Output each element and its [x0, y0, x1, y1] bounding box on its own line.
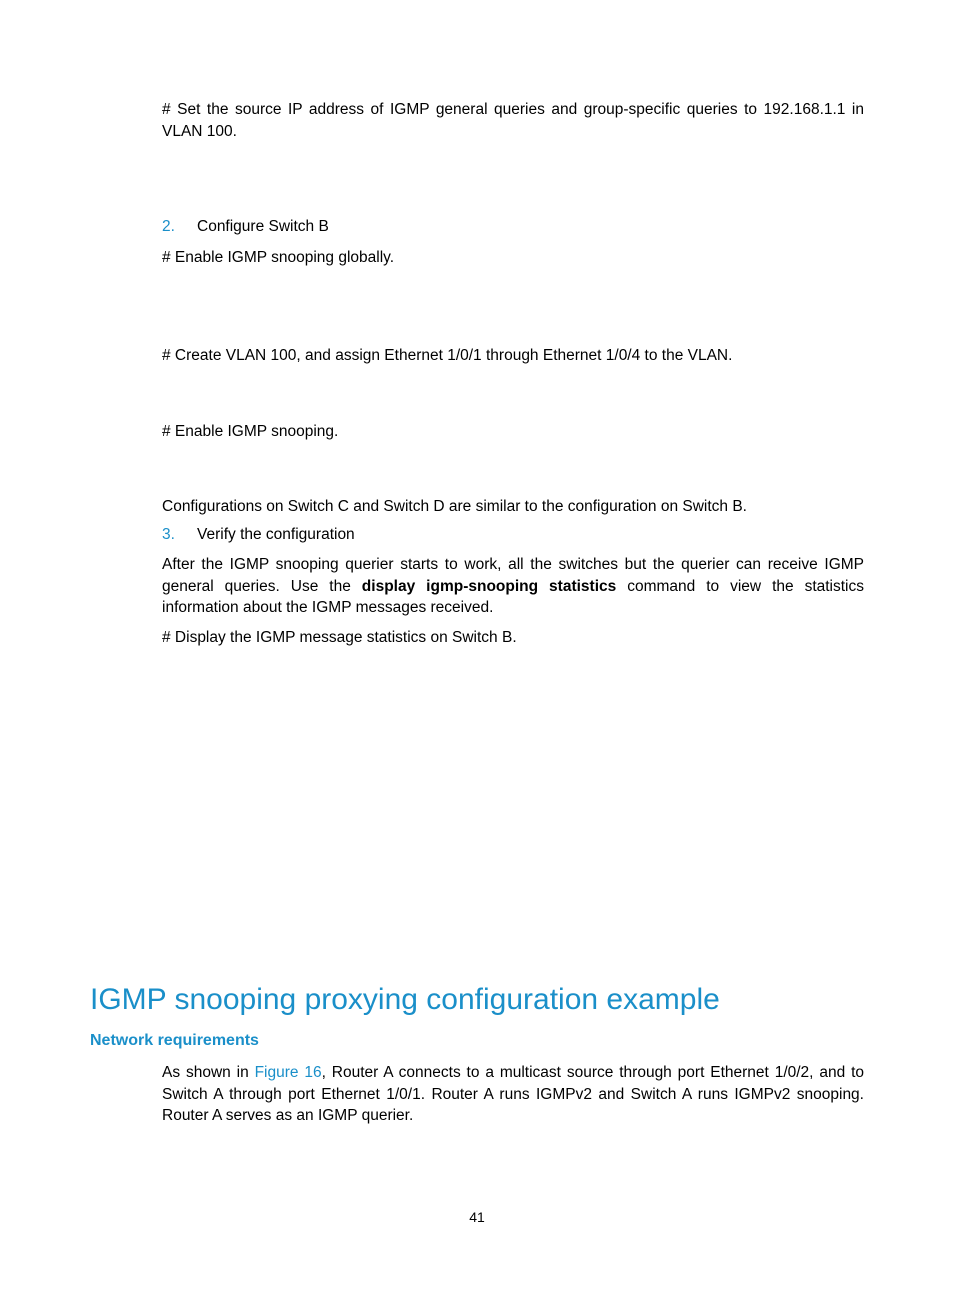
paragraph-network-requirements: [162, 1062, 864, 1127]
text-segment: After the IGMP snooping querier starts to work, all the switches but the querier can receive IGMP general queries. Use the: [162, 556, 864, 595]
paragraph-enable-igmp-globally: # Enable IGMP snooping globally.: [162, 249, 395, 266]
step-verify-configuration: [162, 524, 355, 545]
text-segment: , Router A connects to a multicast source through port Ethernet 1/0/2, and to Switch A through port Ethernet 1/0/1. Router A runs IGMPv2 and Switch A runs IGMPv2 snooping. Router A serves as an IGMP querier.: [162, 1064, 864, 1124]
step-number: 3.: [162, 526, 175, 543]
step-text: Configure Switch B: [197, 218, 329, 235]
paragraph-enable-igmp-snooping: # Enable IGMP snooping.: [162, 423, 339, 440]
page-number: 41: [469, 1209, 485, 1225]
paragraph-set-source-ip: # Set the source IP address of IGMP general queries and group-specific queries to 192.168.1.1 in VLAN 100.: [162, 101, 864, 140]
paragraph-switch-c-d-similar: Configurations on Switch C and Switch D are similar to the configuration on Switch B.: [162, 498, 747, 515]
subsection-heading: Network requirements: [90, 1032, 259, 1049]
command-name: display igmp-snooping statistics: [361, 577, 617, 595]
step-number: 2.: [162, 218, 175, 235]
text-segment: As shown in: [162, 1064, 255, 1081]
step-configure-switch-b: [162, 216, 329, 237]
paragraph-create-vlan: # Create VLAN 100, and assign Ethernet 1/0/1 through Ethernet 1/0/4 to the VLAN.: [162, 347, 733, 364]
paragraph-querier-works: [162, 554, 864, 619]
figure-link[interactable]: Figure 16: [254, 1064, 322, 1081]
text-segment: command to view the statistics information about the IGMP messages received.: [162, 577, 864, 616]
section-heading: IGMP snooping proxying configuration example: [90, 983, 720, 1016]
step-text: Verify the configuration: [197, 526, 355, 543]
paragraph-display-statistics: # Display the IGMP message statistics on Switch B.: [162, 629, 517, 646]
